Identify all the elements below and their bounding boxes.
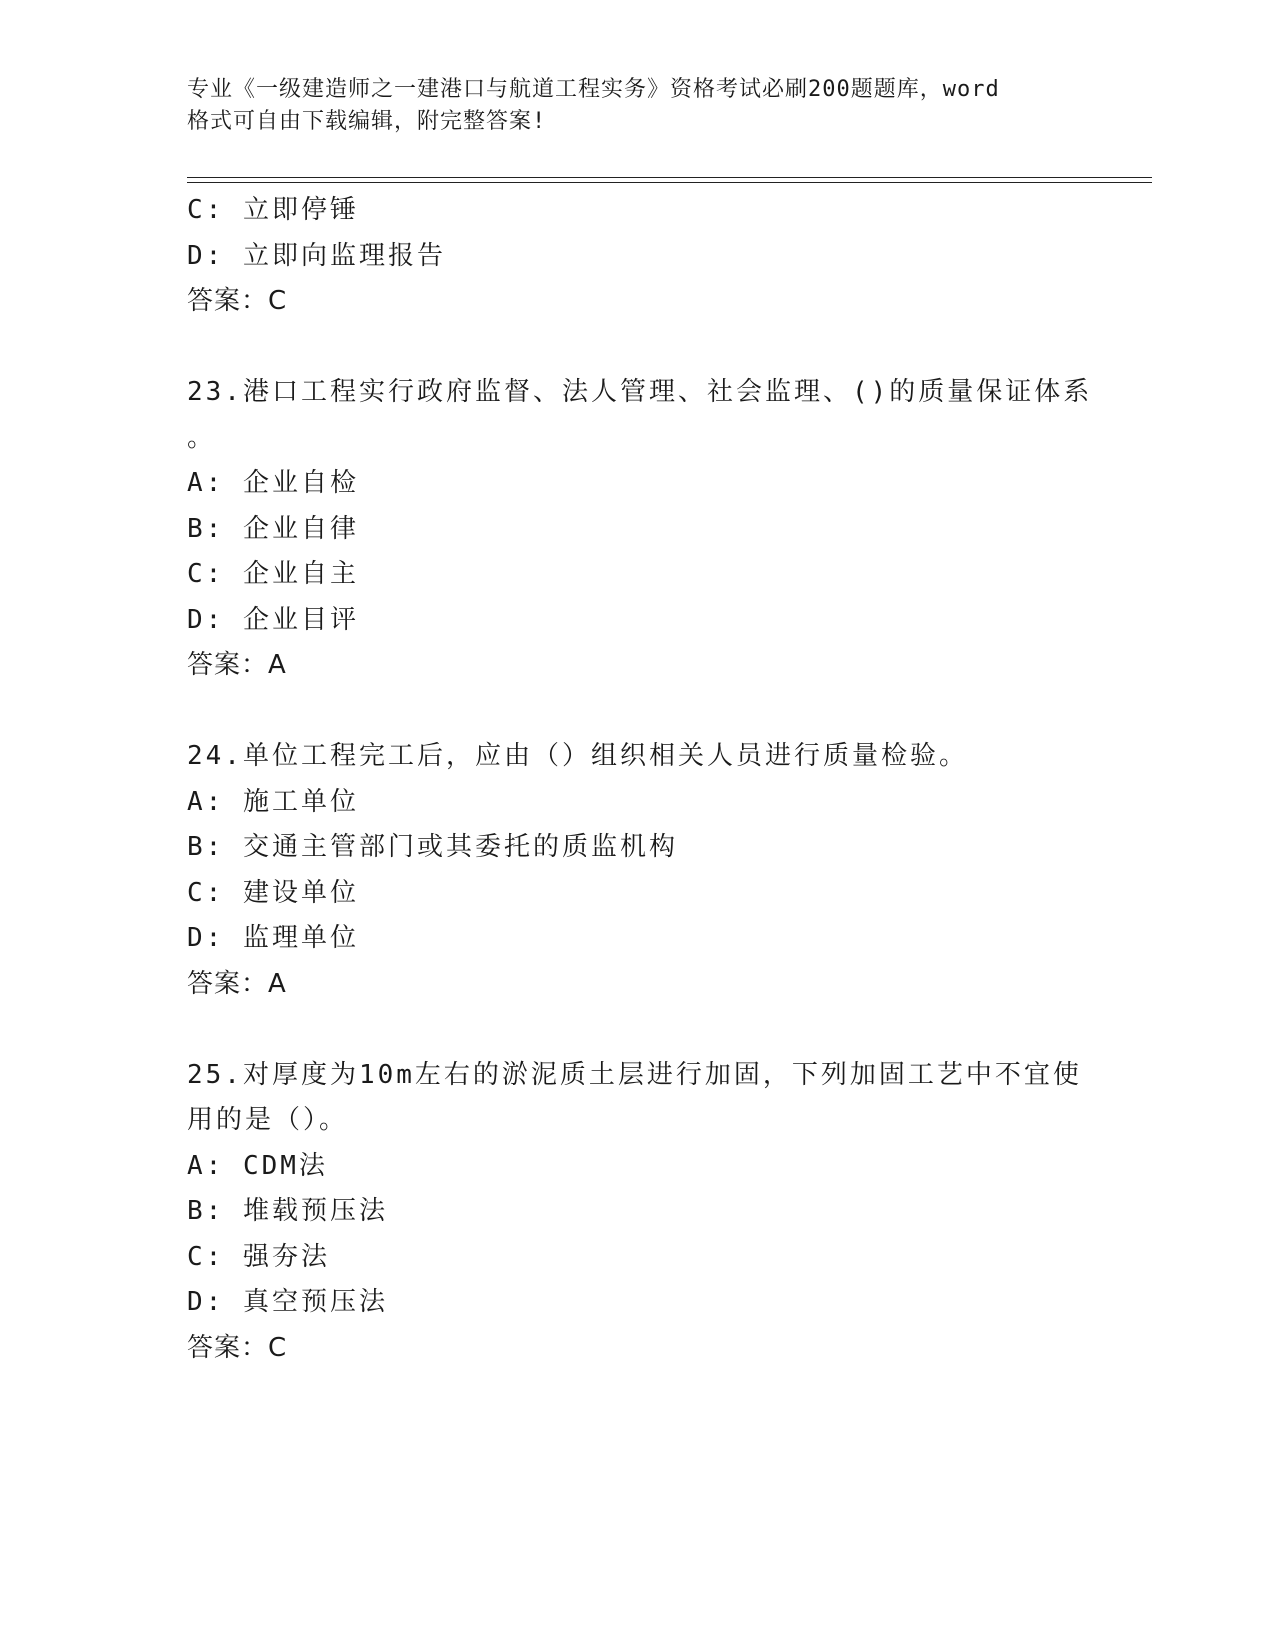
document-header (187, 74, 1067, 138)
option-b: B: 企业自律 (187, 513, 359, 544)
question-23 (187, 370, 1093, 689)
option-a: A: CDM法 (187, 1150, 328, 1181)
header-line-1: 专业《一级建造师之一建港口与航道工程实务》资格考试必刷200题题库，word (187, 77, 1000, 102)
question-stem-continued: 。 (187, 422, 217, 453)
question-stem: 24.单位工程完工后，应由（）组织相关人员进行质量检验。 (187, 741, 968, 771)
answer-line: 答案：A (187, 650, 287, 680)
header-rule-bottom (187, 182, 1152, 183)
option-d: D: 立即向监理报告 (187, 240, 446, 271)
option-a: A: 企业自检 (187, 468, 359, 498)
option-c: C: 强夯法 (187, 1241, 330, 1272)
option-a: A: 施工单位 (187, 786, 359, 817)
question-stem-continued: 用的是（）。 (187, 1105, 349, 1135)
option-d: D: 监理单位 (187, 923, 359, 953)
answer-line: 答案：A (187, 968, 287, 999)
question-25 (187, 1053, 1087, 1372)
question-stem: 25.对厚度为10m左右的淤泥质土层进行加固，下列加固工艺中不宜使 (187, 1059, 1082, 1090)
option-c: C: 建设单位 (187, 877, 359, 908)
question-24 (187, 734, 1087, 1007)
question-content (187, 188, 1093, 1371)
answer-line: 答案：C (187, 286, 288, 316)
previous-question (187, 188, 1087, 325)
option-d: D: 企业目评 (187, 604, 359, 635)
question-stem: 23.港口工程实行政府监督、法人管理、社会监理、()的质量保证体系 (187, 377, 1093, 407)
header-line-2: 格式可自由下载编辑，附完整答案! (187, 109, 547, 134)
option-d: D: 真空预压法 (187, 1287, 388, 1317)
header-rule-top (187, 177, 1152, 178)
option-c: C: 企业自主 (187, 559, 359, 589)
option-b: B: 交通主管部门或其委托的质监机构 (187, 832, 678, 862)
option-b: B: 堆载预压法 (187, 1196, 388, 1226)
option-c: C: 立即停锤 (187, 195, 359, 225)
answer-line: 答案：C (187, 1332, 288, 1363)
